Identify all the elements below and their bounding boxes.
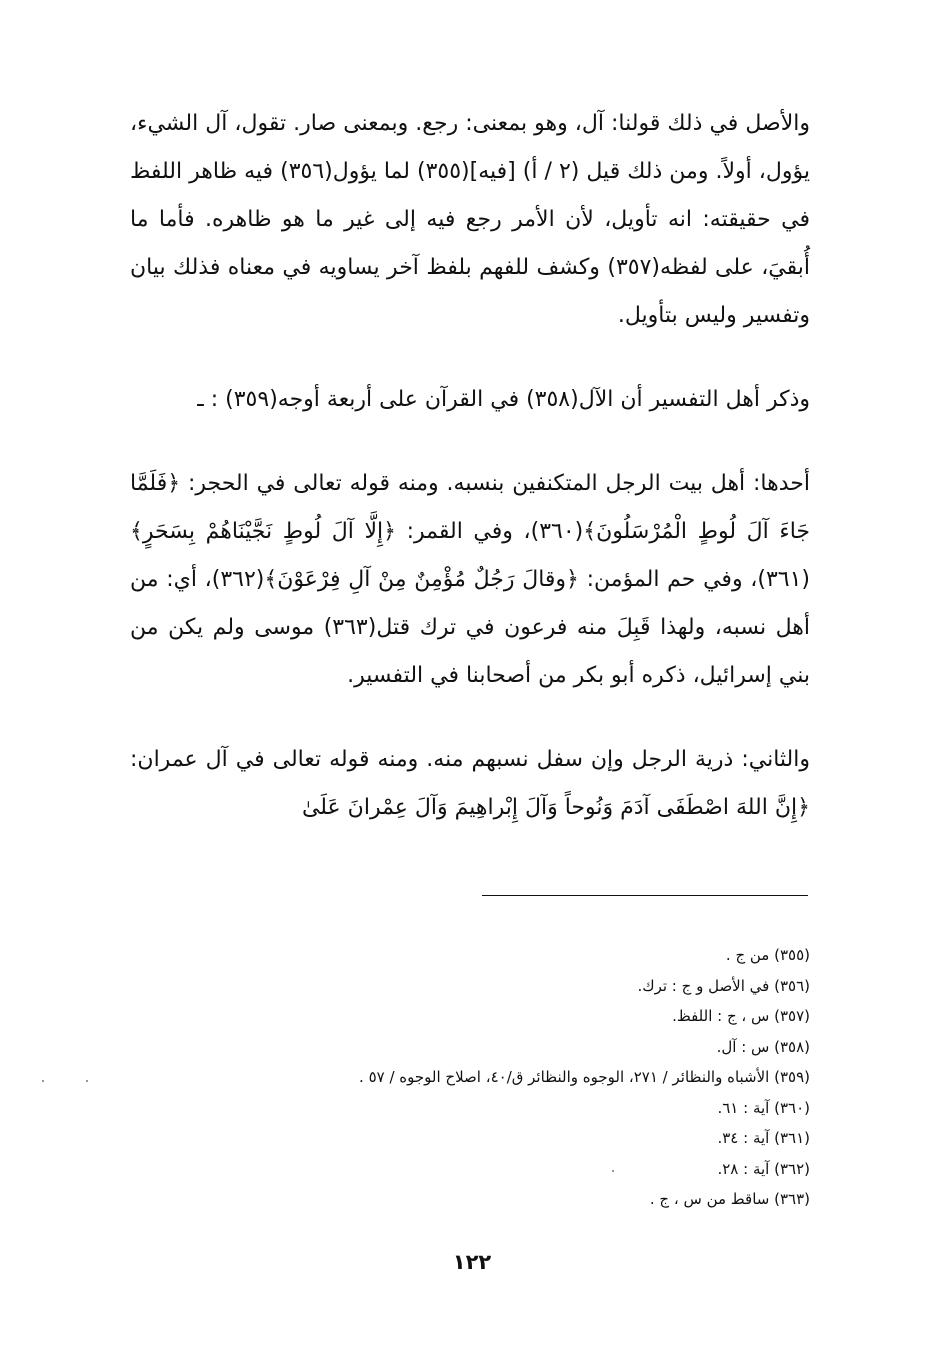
paragraph-four-meanings: وذكر أهل التفسير أن الآل(٣٥٨) في القرآن على أربعة أوجه(٣٥٩) : ـ [197, 387, 810, 412]
main-text [130, 100, 810, 832]
scan-speck [42, 1080, 44, 1082]
paragraph-origin-of-aal: والأصل في ذلك قولنا: آل، وهو بمعنى: رجع. وبمعنى صار. تقول، آل الشيء، يؤول، أولاً. ومن ذلك قيل (٢ / أ) [فيه](٣٥٥) لما يؤول(٣٥٦) فيه ظاهر اللفظ في حقيقته: انه تأويل، لأن الأمر رجع فيه إلى غير ما هو ظاهره. فأما ما أُبقيَ، على لفظه(٣٥٧) وكشف للفهم بلفظ آخر يساويه في معناه فذلك بيان وتفسير وليس بتأويل. [130, 111, 811, 328]
paragraph-second-meaning: والثاني: ذرية الرجل وإن سفل نسبهم منه. ومنه قوله تعالى في آل عمران: ﴿إِنَّ اللهَ اصْطَفَى آدَمَ وَنُوحاً وَآلَ إِبْراهِيمَ وَآلَ عِمْرانَ عَلَىٰ [130, 747, 810, 820]
footnote-361: (٣٦١) آية : ٣٤. [717, 1129, 810, 1147]
footnote-357: (٣٥٧) س ، ج : اللفظ. [672, 1007, 810, 1025]
footnote-360: (٣٦٠) آية : ٦١. [717, 1098, 810, 1117]
paragraph-first-meaning: أحدها: أهل بيت الرجل المتكنفين بنسبه. ومنه قوله تعالى في الحجر: ﴿فَلَمَّا جَاءَ آلَ لُوطٍ الْمُرْسَلُونَ﴾(٣٦٠)، وفي القمر: ﴿إِلَّا آلَ لُوطٍ نَجَّيْنَاهُمْ بِسَحَرٍ﴾(٣٦١)، وفي حم المؤمن: ﴿وقالَ رَجُلٌ مُؤْمِنٌ مِنْ آلِ فِرْعَوْنَ﴾(٣٦٢)، أي: من أهل نسبه، ولهذا قَبِلَ منه فرعون في ترك قتل(٣٦٣) موسى ولم يكن من بني إسرائيل، ذكره أبو بكر من أصحابنا في التفسير. [130, 471, 811, 688]
scan-speck [612, 1170, 614, 1172]
footnote-356: (٣٥٦) في الأصل و ج : ترك. [637, 976, 810, 995]
footnote-363: (٣٦٣) ساقط من س ، ج . [649, 1190, 810, 1208]
page-number: ١٢٢ [452, 1250, 492, 1274]
scan-speck [86, 1080, 88, 1082]
footnote-362: (٣٦٢) آية : ٢٨. [717, 1159, 810, 1178]
footnote-359: (٣٥٩) الأشباه والنظائر / ٢٧١، الوجوه والنظائر ق/٤٠، اصلاح الوجوه / ٥٧ . [359, 1068, 810, 1086]
footnote-separator [482, 895, 808, 896]
footnote-355: (٣٥٥) من ج . [725, 946, 810, 964]
footnotes [240, 940, 810, 1215]
footnote-358: (٣٥٨) س : آل. [716, 1037, 810, 1056]
